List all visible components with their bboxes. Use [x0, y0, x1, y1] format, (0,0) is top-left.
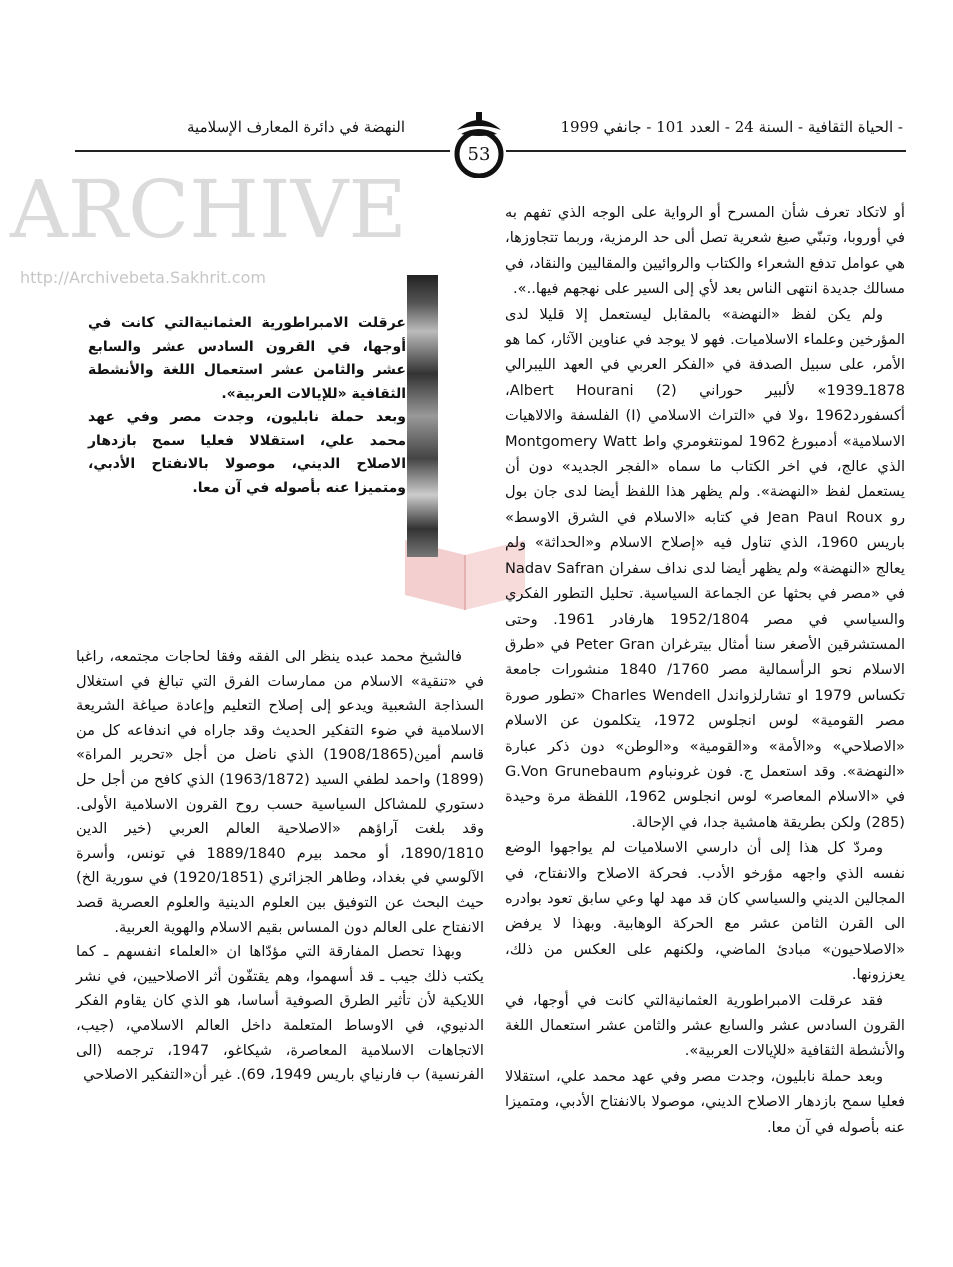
journal-emblem-icon	[451, 108, 507, 178]
body-paragraph: فقد عرقلت الامبراطورية العثمانيةالتي كانت في أوجها، في القرون السادس عشر والسابع عشر والثامن عشر استعمال اللغة والأنشطة الثقافية «للإيالات العربية».	[505, 991, 905, 1060]
pull-quote	[88, 312, 406, 500]
body-paragraph: أو لاتكاد تعرف شأن المسرح أو الرواية على الوجه الذي تفهم به في أوروبا، وتبنّي صيغ شعرية تصل ألى حد الرمزية، وربما تتجاوزها، هي عوامل تدفع الشعراء والكتاب والروائيين والمقاليين والنقاد، في مسالك جديدة انتهى الناس بعد لأي إلى السير على نهجهم فيها..».	[505, 204, 905, 298]
pull-quote-paragraph: وبعد حملة نابليون، وجدت مصر وفي عهد محمد علي، استقلالا فعليا سمح بازدهار الاصلاح الديني، موصولا بالانفتاح الأدبي، ومتميزا عنه بأصوله في آن معا.	[88, 409, 406, 496]
body-paragraph: وبعد حملة نابليون، وجدت مصر وفي عهد محمد علي، استقلالا فعليا سمح بازدهار الاصلاح الديني، موصولا بالانفتاح الأدبي، ومتميزا عنه بأصوله في آن معا.	[505, 1067, 905, 1136]
body-paragraph: ولم يكن لفظ «النهضة» بالمقابل ليستعمل إلا قليلا لدى المؤرخين وعلماء الاسلاميات. فهو لا يوجد في عناوين الآثار، كما هو الأمر، على سبيل الصدفة في «الفكر العربي في العهد الليبرالي 1878ـ1939» لألبير حوراني Albert Hourani (2)، أكسفورد1962 ،ولا في «التراث الاسلامي (I) الفلسفة والالاهيات الاسلامية» أدمبورغ 1962 لمونتغومري واط Montgomery Watt الذي عالج، في اخر الكتاب ما سماه «الفجر الجديد» دون أن يستعمل لفظ «النهضة». ولم يظهر هذا اللفظ أيضا لدى جان بول رو Jean Paul Roux في كتابه «الاسلام في الشرق الاوسط» باريس 1960، الذي تناول فيه «إصلاح الاسلام و«الحداثة» ولم يعالج «النهضة» ولم يظهر أيضا لدى نداف سفران Nadav Safran في «مصر في بحثها عن الجماعة السياسية. تحليل التطور الفكري والسياسي في مصر 1952/1804 هارفادر 1961. وحتى المستشرقين الأصغر سنا أمثال بيترغران Peter Gran في «طرق الاسلام نحو الرأسمالية مصر 1760/ 1840 منشورات جامعة تكساس 1979 او تشارلزواندل Charles Wendell «تطور صورة مصر القومية» لوس انجلوس 1972، يتكلمون عن الاسلام «الاصلاحي» و«الأمة» و«القومية» و«الوطن» دون ذكر عبارة «النهضة». وقد استعمل ج. فون غرونباوم G.Von Grunebaum في «الاسلام المعاصر» لوس انجلوس 1962، اللفظة مرة وحيدة (285) ولكن بطريقة هامشية جدا، في الإحالة.	[505, 305, 906, 831]
journal-issue-info: - الحياة الثقافية - السنة 24 - العدد 101 - جانفي 1999	[560, 118, 903, 136]
header-divider-left	[75, 150, 450, 152]
page-number: 53	[467, 144, 491, 165]
watermark-url: http://Archivebeta.Sakhrit.com	[20, 268, 266, 287]
watermark-text: ARCHIVE	[10, 163, 407, 256]
left-text-column	[76, 645, 484, 1088]
running-article-title: النهضة في دائرة المعارف الإسلامية	[187, 118, 405, 136]
pull-quote-paragraph: عرقلت الامبراطورية العثمانيةالتي كانت في أوجها، في القرون السادس عشر والسابع عشر والثامن عشر استعمال اللغة والأنشطة الثقافية «للإيالات العربية».	[88, 315, 406, 402]
header-divider-right	[506, 150, 906, 152]
article-photo-strip	[407, 275, 438, 557]
body-paragraph: فالشيخ محمد عبده ينظر الى الفقه وفقا لحاجات مجتمعه، راغبا في «تنقية» الاسلام من ممارسات الفرق التي تبالغ في استغلال السذاجة الشعبية ويدعو إلى إصلاح التعليم وإعادة صياغة الشريعة الاسلامية في ضوء التفكير الحديث وقد جاراه في اندفاعه كل من قاسم أمين(1908/1865) الذي ناضل من أجل «تحرير المراة» (1899) واحمد لطفي السيد (1963/1872) الذي كافح من أجل حل دستوري للمشاكل السياسية حسب روح القرون الاسلامية الأولى. وقد بلغت آراؤهم «الاصلاحية العالم العربي (خير الدين 1890/1810، أو محمد بيرم 1889/1840 في تونس، وأسرة الآلوسي في بغداد، وطاهر الجزائري (1920/1851) في سورية الخ) حيث البحث عن التوفيق بين العلوم الدينية والعلوم العصرية قصد الانفتاح على العالم دون المساس بقيم الاسلام والهوية العربية.	[76, 648, 484, 936]
body-paragraph: ومردّ كل هذا إلى أن دارسي الاسلاميات لم يواجهوا الوضع نفسه الذي واجهه مؤرخو الأدب. فحركة الاصلاح والانفتاح، في المجالين الديني والسياسي كان قد مهد لها وعي سابق تعود بوادره الى القرن الثامن عشر مع الحركة الوهابية. وبهذا لا يرفض «الاصلاحيون» مبادئ الماضي، ولكنهم على العكس من ذلك، يعززونها.	[505, 839, 905, 984]
right-text-column	[505, 200, 905, 1140]
body-paragraph: وبهذا تحصل المفارقة التي مؤدّاها ان «العلماء انفسهم ـ كما يكتب ذلك جيب ـ قد أسهموا، وهم يقتفّون أثر الاصلاحيين، في نشر اللايكية لأن تأثير الطرق الصوفية أساسا، هو الذي كان يقاوم الفكر الدنيوي، في الاوساط المتعلمة داخل العالم الاسلامي، (جيب، الاتجاهات الاسلامية المعاصرة، شيكاغو، 1947، ترجمه (الى الفرنسية) ب فارنياي باريس 1949، 69). غير أن«التفكير الاصلاحي	[76, 943, 484, 1084]
